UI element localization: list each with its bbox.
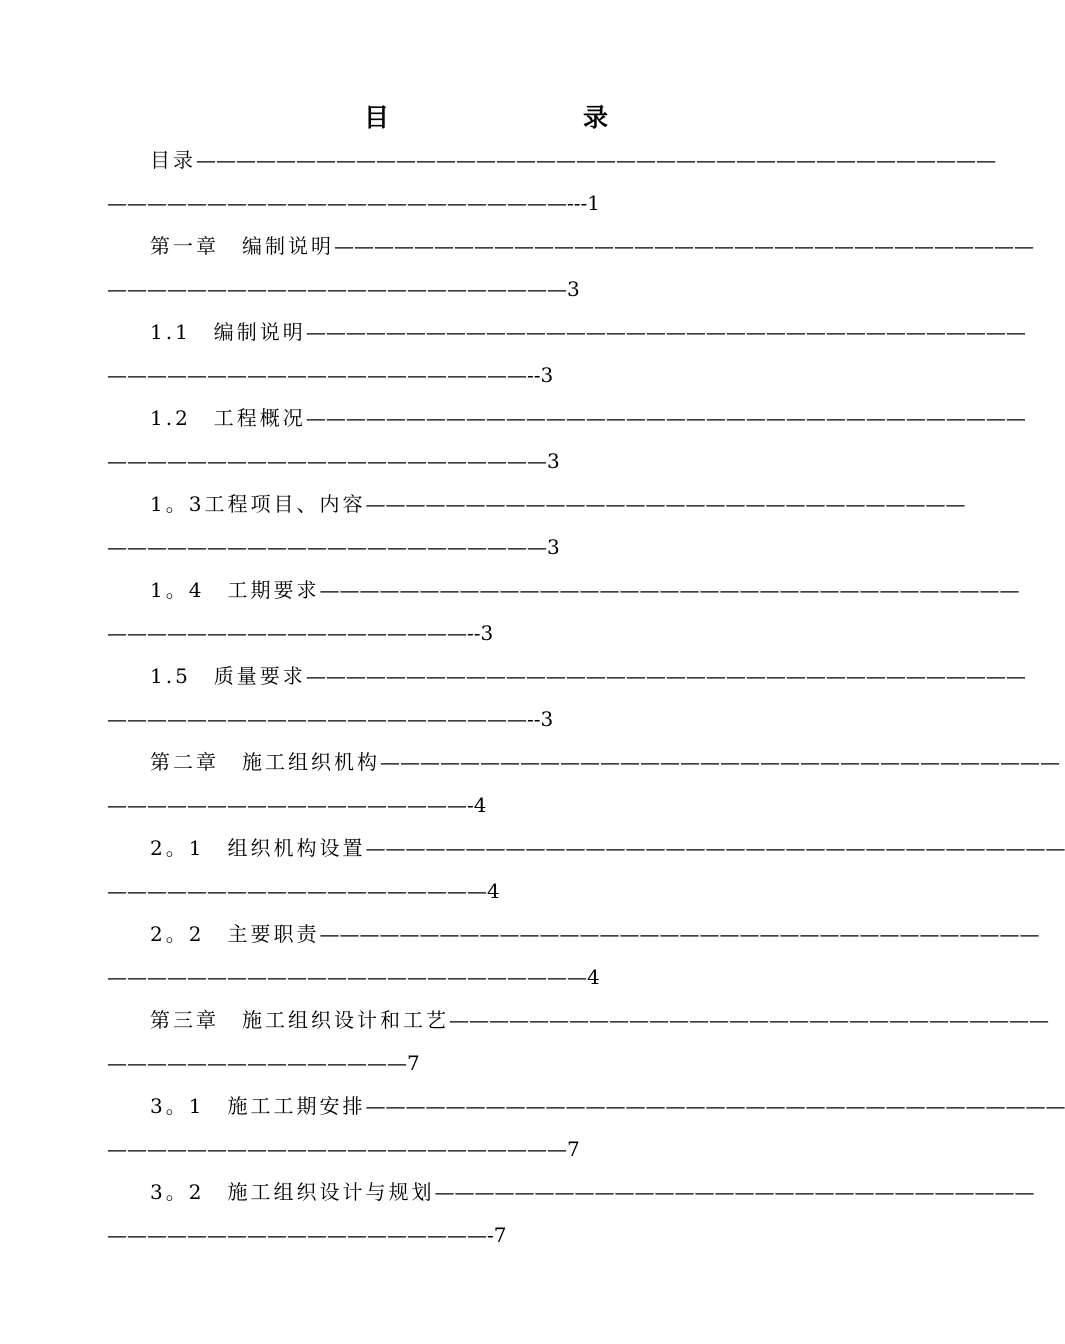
toc-page-number: 4 (473, 793, 490, 817)
toc-entry-line1 (150, 577, 1020, 603)
toc-leader: —————————————————————-- (107, 707, 541, 731)
toc-entry-line1 (150, 1093, 1065, 1119)
toc-leader: ——————————————————————— (107, 277, 567, 301)
toc-entry[interactable] (107, 487, 966, 573)
toc-leader: ——————————————————————————————————— (365, 836, 1065, 860)
toc-entry-label: 1.2 工程概况 (150, 406, 306, 430)
toc-entry-line2 (107, 448, 563, 474)
toc-entry-line2 (107, 706, 556, 732)
toc-entry[interactable] (107, 143, 996, 229)
toc-page-number: 3 (540, 363, 557, 387)
toc-entry[interactable] (107, 1175, 1035, 1261)
toc-entry-label: 第一章 编制说明 (150, 234, 334, 258)
toc-entry-line2 (107, 878, 503, 904)
toc-page-number: 4 (487, 879, 503, 903)
toc-leader: ——————————————— (107, 1051, 407, 1075)
toc-leader: ———————————————————————————————————— (305, 320, 1026, 344)
toc-entry[interactable] (107, 229, 1034, 315)
toc-leader: ———————————————————————————————————————— (196, 148, 996, 172)
toc-entry-line1 (150, 1007, 1049, 1033)
toc-entry-label: 1。3工程项目、内容 (150, 492, 366, 516)
toc-entry-line2 (107, 1222, 510, 1248)
toc-leader: ———————————————————- (107, 1223, 494, 1247)
toc-leader: ——————————————————— (107, 879, 487, 903)
toc-entry-line1 (150, 749, 1060, 775)
toc-leader: ———————————————————————————————————— (305, 406, 1026, 430)
toc-entry[interactable] (107, 831, 1065, 917)
toc-entry-line2 (107, 620, 496, 646)
toc-page-number: 3 (540, 707, 557, 731)
toc-entry[interactable] (107, 1089, 1065, 1175)
toc-entry-line2 (107, 964, 603, 990)
toc-entry-label: 2。1 组织机构设置 (150, 836, 366, 860)
toc-entry-line1 (150, 491, 966, 517)
toc-leader: ———————————————————————————————————— (319, 922, 1040, 946)
toc-leader: ——————————————————————————————————— (334, 234, 1034, 258)
toc-page-number: 3 (567, 277, 583, 301)
toc-entry-label: 第二章 施工组织机构 (150, 750, 380, 774)
toc-leader: —————————————————————-- (107, 363, 541, 387)
toc-entry-line1 (150, 663, 1026, 689)
toc-leader: —————————————————————————————————— (380, 750, 1060, 774)
toc-entry-label: 1.5 质量要求 (150, 664, 306, 688)
toc-page-number: 7 (493, 1223, 510, 1247)
toc-entry[interactable] (107, 917, 1040, 1003)
toc-leader: ——————————————————- (107, 793, 474, 817)
toc-leader: —————————————————————————————— (434, 1180, 1035, 1204)
toc-entry[interactable] (107, 745, 1060, 831)
toc-entry[interactable] (107, 659, 1026, 745)
toc-page-number: 7 (567, 1137, 583, 1161)
toc-entry-line1 (150, 147, 996, 173)
toc-entry-label: 目录 (150, 148, 196, 172)
toc-leader: ——————————————————————— (107, 1137, 567, 1161)
table-of-contents (107, 143, 1065, 1261)
toc-leader: —————————————————————— (107, 449, 547, 473)
toc-leader: ———————————————————————--- (107, 191, 588, 215)
toc-leader: ——————————————————-- (107, 621, 481, 645)
toc-entry-line2 (107, 792, 490, 818)
page-title: 目 录 (363, 103, 656, 132)
toc-entry-line1 (150, 405, 1026, 431)
toc-leader: —————————————————————————————— (449, 1008, 1049, 1032)
toc-entry-line1 (150, 921, 1040, 947)
toc-entry-label: 3。1 施工工期安排 (150, 1094, 366, 1118)
toc-entry-label: 2。2 主要职责 (150, 922, 320, 946)
toc-entry-line2 (107, 190, 603, 216)
toc-entry-label: 第三章 施工组织设计和工艺 (150, 1008, 449, 1032)
toc-page-number: 4 (587, 965, 603, 989)
toc-entry-line2 (107, 362, 556, 388)
toc-page-number: 3 (480, 621, 497, 645)
toc-leader: —————————————————————— (107, 535, 547, 559)
toc-entry[interactable] (107, 401, 1026, 487)
toc-entry-line2 (107, 1136, 583, 1162)
toc-entry-line1 (150, 319, 1026, 345)
toc-entry-line2 (107, 534, 563, 560)
toc-entry-label: 3。2 施工组织设计与规划 (150, 1180, 435, 1204)
toc-entry-line1 (150, 1179, 1035, 1205)
toc-entry[interactable] (107, 1003, 1049, 1089)
toc-entry[interactable] (107, 573, 1020, 659)
toc-entry-label: 1.1 编制说明 (150, 320, 306, 344)
toc-entry[interactable] (107, 315, 1026, 401)
toc-page-number: 7 (407, 1051, 423, 1075)
toc-leader: ——————————————————————————————————— (365, 1094, 1065, 1118)
toc-leader: ———————————————————————— (107, 965, 587, 989)
toc-page-number: 1 (587, 191, 604, 215)
toc-page-number: 3 (547, 535, 563, 559)
toc-leader: ———————————————————————————————————— (305, 664, 1026, 688)
toc-entry-label: 1。4 工期要求 (150, 578, 320, 602)
toc-entry-line1 (150, 233, 1034, 259)
toc-page-number: 3 (547, 449, 563, 473)
toc-entry-line1 (150, 835, 1065, 861)
toc-leader: ——————————————————————————————————— (319, 578, 1020, 602)
toc-entry-line2 (107, 276, 583, 302)
toc-entry-line2 (107, 1050, 423, 1076)
toc-leader: —————————————————————————————— (365, 492, 966, 516)
